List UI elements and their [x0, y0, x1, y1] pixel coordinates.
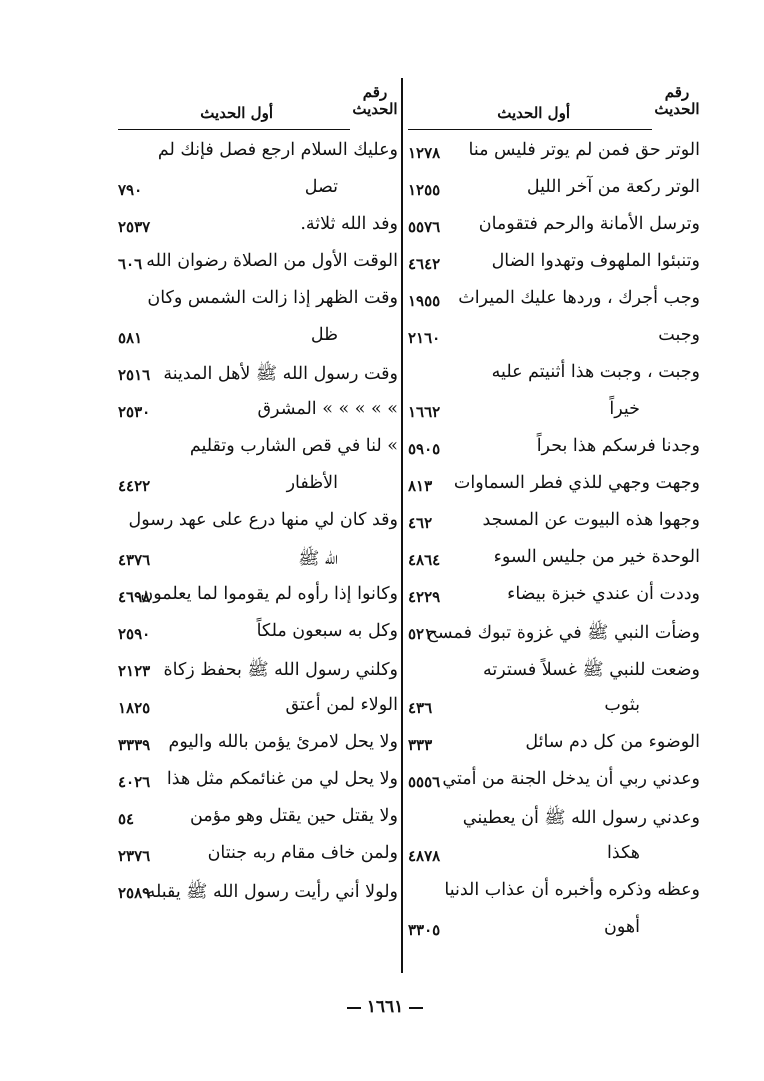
hadith-beginning-text: ولمن خاف مقام ربه جنتان — [207, 843, 398, 863]
hadith-beginning-text: وضأت النبي ﷺ في غزوة تبوك فمسح — [426, 623, 700, 643]
hadith-number: ١٩٥٥ — [408, 292, 441, 310]
index-entry — [118, 689, 398, 726]
hadith-beginning-text: الوتر ركعة من آخر الليل — [526, 177, 700, 197]
index-entry — [408, 726, 700, 763]
header-rule — [408, 129, 652, 131]
footer-dash — [409, 1007, 423, 1009]
hadith-beginning-text: الولاء لمن أعتق — [285, 695, 398, 715]
hadith-number: ١٦٦٢ — [408, 403, 441, 421]
hadith-number: ٥٢١ — [408, 625, 433, 643]
index-entry — [118, 541, 398, 578]
index-entry — [408, 393, 700, 430]
hadith-number: ٥٥٧٦ — [408, 218, 441, 236]
hadith-beginning-text: » » » » » المشرق — [257, 399, 398, 419]
hadith-beginning-text: ظل — [310, 325, 338, 345]
hadith-beginning-text: خيراً — [609, 399, 640, 419]
hadith-beginning-text: وجدنا فرسكم هذا بحراً — [536, 436, 700, 456]
hadith-beginning-text: الأظفار — [286, 473, 338, 493]
index-entry — [408, 430, 700, 467]
hadith-number: ٥٥٥٦ — [408, 773, 441, 791]
index-entry — [118, 874, 398, 911]
hadith-beginning-text: وعظه وذكره وأخبره أن عذاب الدنيا — [444, 880, 700, 900]
hadith-beginning-text: ولا يحل لي من غنائمكم مثل هذا — [166, 769, 398, 789]
hadith-beginning-text: أهون — [604, 917, 640, 937]
hadith-number-header: رقم الحديث — [654, 83, 700, 118]
index-entry — [118, 726, 398, 763]
index-entry — [118, 393, 398, 430]
hadith-beginning-text: الوقت الأول من الصلاة رضوان الله — [146, 251, 398, 271]
hadith-beginning-text: وتنبئوا الملهوف وتهدوا الضال — [491, 251, 700, 271]
hadith-number: ٨١٣ — [408, 477, 433, 495]
footer-dash — [347, 1007, 361, 1009]
hadith-number: ٦٠٦ — [118, 255, 143, 273]
hadith-beginning-text: وكلني رسول الله ﷺ بحفظ زكاة — [163, 660, 398, 680]
hadith-beginning-text: وجبت ، وجبت هذا أثنيتم عليه — [491, 362, 700, 382]
right-entries-list — [408, 134, 700, 948]
index-entry — [408, 504, 700, 541]
hadith-beginning-text: هكذا — [607, 843, 640, 863]
hadith-beginning-text: تصل — [304, 177, 338, 197]
hadith-beginning-text: الوحدة خير من جليس السوء — [493, 547, 700, 567]
hadith-number: ١٢٥٥ — [408, 181, 441, 199]
hadith-number: ٤٦٢ — [408, 514, 433, 532]
hadith-number: ٢٥٣٧ — [118, 218, 151, 236]
index-entry — [408, 578, 700, 615]
hadith-number: ١٢٧٨ — [408, 144, 441, 162]
hadith-beginning-text: وجهت وجهي للذي فطر السماوات — [453, 473, 700, 493]
left-entries-list — [118, 134, 398, 911]
hadith-number: ١٨٢٥ — [118, 699, 151, 717]
index-entry — [118, 763, 398, 800]
hadith-beginning-text: وكل به سبعون ملكاً — [256, 621, 398, 641]
hadith-beginning-text: وددت أن عندي خبزة بيضاء — [507, 584, 700, 604]
index-entry — [118, 171, 398, 208]
index-entry — [408, 134, 700, 171]
hadith-beginning-text: وعدني ربي أن يدخل الجنة من أمتي — [442, 769, 700, 789]
hadith-beginning-text: وعدني رسول الله ﷺ أن يعطيني — [462, 808, 700, 828]
index-entry — [408, 837, 700, 874]
index-entry — [408, 541, 700, 578]
index-entry — [118, 430, 398, 467]
hadith-beginning-text: وعليك السلام ارجع فصل فإنك لم — [157, 140, 398, 160]
hadith-beginning-header: أول الحديث — [497, 104, 570, 122]
right-column-header — [408, 78, 700, 134]
hadith-number: ٢٥١٦ — [118, 366, 151, 384]
index-entry — [118, 134, 398, 171]
hadith-number: ٤٣٦ — [408, 699, 433, 717]
hadith-beginning-text: الله ﷺ — [298, 549, 338, 569]
hadith-number: ٣٣٣٩ — [118, 736, 151, 754]
index-entry — [118, 504, 398, 541]
hadith-number: ٢٥٣٠ — [118, 403, 151, 421]
hadith-number: ٢١٦٠ — [408, 329, 441, 347]
hadith-beginning-text: وجبت — [658, 325, 700, 345]
header-rule — [118, 129, 350, 131]
hadith-beginning-text: وضعت للنبي ﷺ غسلاً فسترته — [483, 660, 700, 680]
index-entry — [408, 208, 700, 245]
index-entry — [408, 763, 700, 800]
left-index-column — [118, 78, 398, 911]
hadith-number: ٢١٢٣ — [118, 662, 151, 680]
index-entry — [118, 467, 398, 504]
index-entry — [408, 282, 700, 319]
index-entry — [118, 356, 398, 393]
hadith-number: ٤٣٧٦ — [118, 551, 151, 569]
index-entry — [408, 689, 700, 726]
index-entry — [118, 800, 398, 837]
index-entry — [118, 578, 398, 615]
hadith-beginning-text: وجب أجرك ، وردها عليك الميراث — [458, 288, 700, 308]
hadith-beginning-text: ولا يحل لامرئ يؤمن بالله واليوم — [168, 732, 398, 752]
hadith-beginning-text: وقت رسول الله ﷺ لأهل المدينة — [163, 364, 398, 384]
hadith-number: ٤٦٤٢ — [408, 255, 441, 273]
hadith-number: ٢٥٨٩ — [118, 884, 151, 902]
left-column-header — [118, 78, 398, 134]
hadith-number: ٢٣٧٦ — [118, 847, 151, 865]
index-entry — [118, 282, 398, 319]
hadith-beginning-text: وفد الله ثلاثة. — [300, 214, 398, 234]
index-entry — [408, 911, 700, 948]
index-entry — [408, 652, 700, 689]
index-entry — [118, 615, 398, 652]
hadith-beginning-text: » لنا في قص الشارب وتقليم — [189, 436, 398, 456]
index-entry — [408, 874, 700, 911]
page-number: ١٦٦١ — [366, 997, 404, 1017]
index-entry — [118, 652, 398, 689]
hadith-beginning-text: وترسل الأمانة والرحم فتقومان — [478, 214, 700, 234]
hadith-beginning-text: ولا يقتل حين يقتل وهو مؤمن — [189, 806, 398, 826]
hadith-number: ٣٣٣ — [408, 736, 433, 754]
hadith-beginning-text: وقت الظهر إذا زالت الشمس وكان — [147, 288, 398, 308]
index-entry — [408, 467, 700, 504]
hadith-number: ٥٤ — [118, 810, 135, 828]
hadith-number: ٥٨١ — [118, 329, 143, 347]
hadith-number: ٤٨٧٨ — [408, 847, 441, 865]
hadith-beginning-text: الوتر حق فمن لم يوتر فليس منا — [468, 140, 700, 160]
hadith-beginning-text: بثوب — [604, 695, 640, 715]
index-entry — [118, 245, 398, 282]
hadith-number: ٤٦٩٨ — [118, 588, 151, 606]
index-entry — [408, 171, 700, 208]
hadith-beginning-header: أول الحديث — [200, 104, 273, 122]
hadith-beginning-text: ولولا أني رأيت رسول الله ﷺ يقبله — [146, 882, 398, 902]
hadith-beginning-text: الوضوء من كل دم سائل — [525, 732, 700, 752]
hadith-number: ٤٨٦٤ — [408, 551, 441, 569]
hadith-number: ٤٠٢٦ — [118, 773, 151, 791]
hadith-number: ٣٣٠٥ — [408, 921, 441, 939]
index-entry — [408, 356, 700, 393]
index-entry — [408, 615, 700, 652]
index-entry — [408, 800, 700, 837]
hadith-beginning-text: وجهوا هذه البيوت عن المسجد — [482, 510, 700, 530]
hadith-number: ٤٤٢٢ — [118, 477, 151, 495]
index-entry — [408, 245, 700, 282]
index-entry — [118, 208, 398, 245]
right-index-column — [408, 78, 700, 948]
column-divider — [401, 78, 403, 973]
hadith-number-header: رقم الحديث — [352, 83, 398, 118]
page-footer — [330, 997, 440, 1017]
hadith-beginning-text: وقد كان لي منها درع على عهد رسول — [128, 510, 398, 530]
hadith-number: ٥٩٠٥ — [408, 440, 441, 458]
hadith-number: ٤٢٢٩ — [408, 588, 441, 606]
index-entry — [118, 837, 398, 874]
hadith-number: ٧٩٠ — [118, 181, 143, 199]
hadith-beginning-text: وكانوا إذا رأوه لم يقوموا لما يعلمون — [140, 584, 398, 604]
index-entry — [118, 319, 398, 356]
index-entry — [408, 319, 700, 356]
hadith-number: ٢٥٩٠ — [118, 625, 151, 643]
